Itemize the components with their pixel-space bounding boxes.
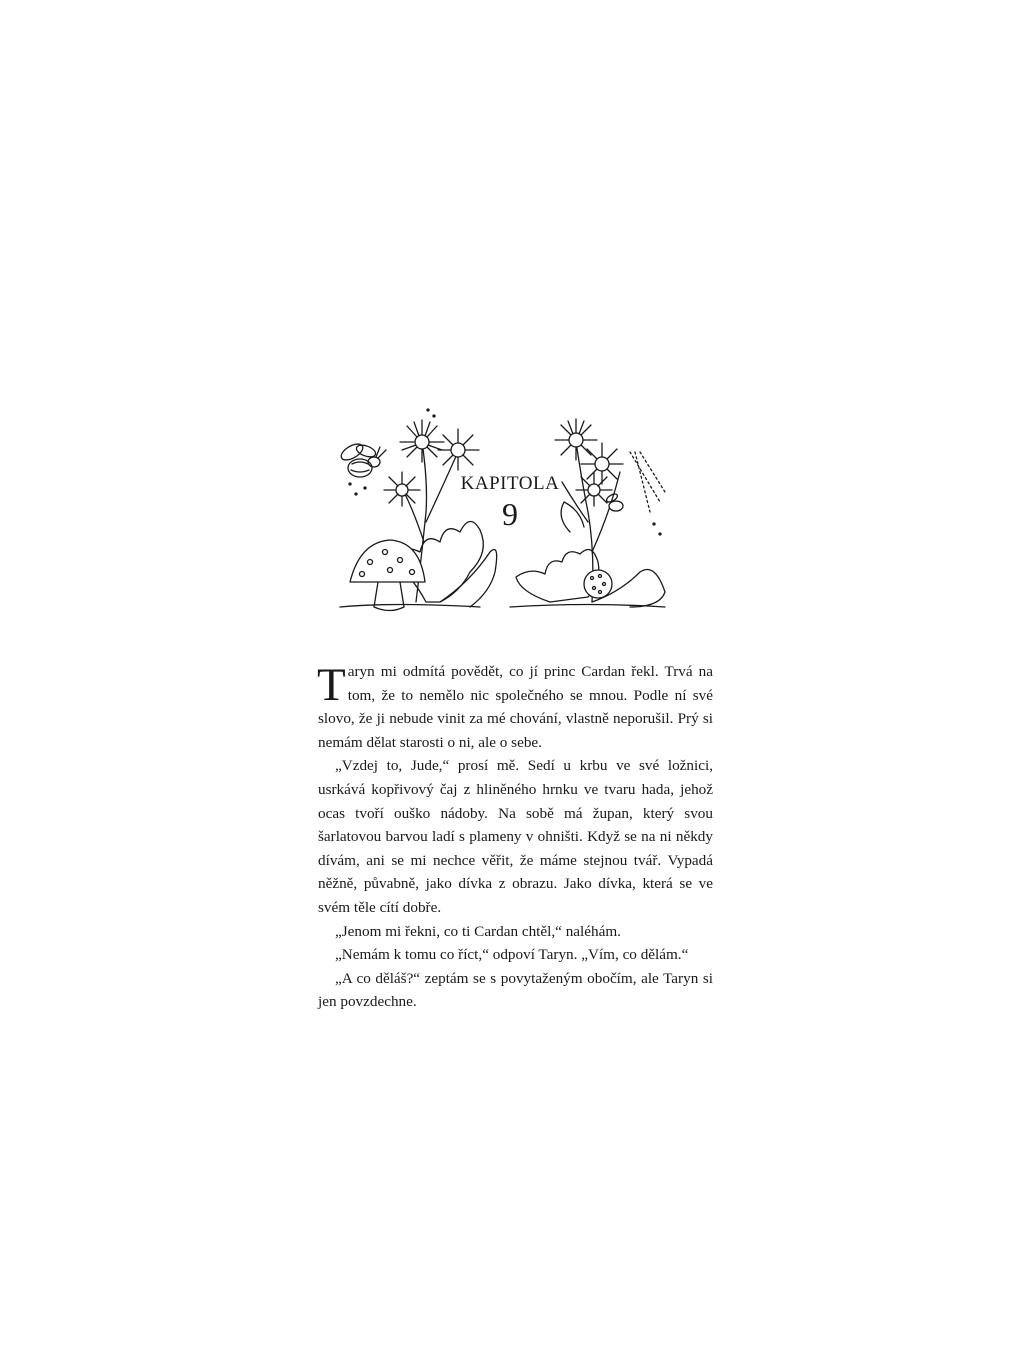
paragraph-text: aryn mi odmítá povědět, co jí princ Cardan řekl. Trvá na tom, že to nemělo nic společného se mnou. Podle ní své slovo, že ji nebude vinit za mé chování, vlastně neporušil. Prý si nemám dělat starosti o ni, ale o sebe. (318, 663, 713, 751)
seed-pod-icon (584, 570, 612, 598)
paragraph (318, 660, 713, 754)
bee-icon (339, 441, 386, 477)
drop-cap: T (317, 659, 346, 711)
chapter-label: KAPITOLA (460, 473, 560, 494)
daisy-icon (384, 472, 420, 506)
chapter-body (318, 660, 713, 1014)
daisy-icon (555, 419, 597, 460)
paragraph: „Jenom mi řekni, co ti Cardan chtěl,“ naléhám. (335, 922, 621, 940)
daisy-icon (400, 420, 444, 462)
mushroom-icon (350, 540, 425, 611)
daisy-icon (438, 429, 479, 470)
daisy-icon (581, 443, 623, 484)
chapter-number: 9 (502, 496, 518, 532)
paragraph: „Nemám k tomu co říct,“ odpoví Taryn. „Vím, co dělám.“ (335, 946, 689, 964)
paragraph: „A co děláš?“ zeptám se s povytaženým obočím, ale Taryn si jen povzdechne. (318, 969, 713, 1011)
paragraph: „Vzdej to, Jude,“ prosí mě. Sedí u krbu ve své ložnici, usrkává kopřivový čaj z hliněného hrnku ve tvaru hada, jehož ocas tvoří ouško nádoby. Na sobě má župan, který svou šarlatovou barvou ladí s plameny v ohništi. Když se na ni někdy dívám, ani se mi nechce věřit, že máme stejnou tvář. Vypadá něžně, půvabně, jako dívka z obrazu. Jako dívka, která se ve svém těle cítí dobře. (318, 757, 713, 916)
